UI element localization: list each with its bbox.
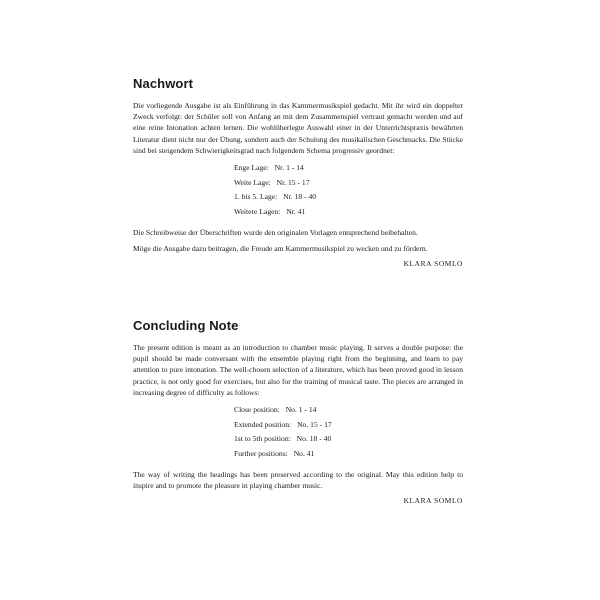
- german-headings-note: Die Schreibweise der Überschriften wurde den originalen Vorlagen entsprechend beibehalten.: [133, 228, 418, 238]
- german-heading: Nachwort: [133, 76, 194, 91]
- german-closing-wish: Möge die Ausgabe dazu beitragen, die Freude am Kammermusikspiel zu wecken und zu fördern.: [133, 244, 428, 254]
- position-label: Close position:: [234, 405, 280, 415]
- english-signature: KLARA SOMLO: [403, 496, 463, 506]
- german-intro-paragraph: Die vorliegende Ausgabe ist als Einführung in das Kammermusikspiel gedacht. Mit ihr wird ein doppelter Zweck verfolgt: der Schüler soll von Anfang an mit dem Zusammenspiel vertraut gemacht werden und auf eine reine Intonation achten lernen. Die wohlüberlegte Auswahl einer in der Unterrichtspraxis bewährten Literatur dient nicht nur der Übung, sondern auch der Schulung des musikalischen Geschmacks. Die Stücke sind bei steigendem Schwierigkeitsgrad nach folgendem Schema progressiv geordnet:: [133, 101, 463, 155]
- position-row: [234, 190, 463, 205]
- position-row: [234, 161, 463, 176]
- english-intro-paragraph: The present edition is meant as an introduction to chamber music playing. It serves a double purpose: the pupil should be made conversant with the ensemble playing right from the beginning, and learn to pay attention to pure intonation. The well-chosen selection of a literature, which has been proved good in lesson practice, is not only good for exercises, but also for the training of musical taste. The pieces are arranged in increasing degree of difficulty as follows:: [133, 343, 463, 397]
- position-label: 1st to 5th position:: [234, 434, 291, 444]
- position-label: Weitere Lagen:: [234, 206, 281, 216]
- position-row: [234, 432, 463, 447]
- position-numbers: No. 1 - 14: [285, 405, 317, 415]
- position-numbers: No. 18 - 40: [296, 434, 332, 444]
- position-row: [234, 176, 463, 191]
- german-position-list: [234, 161, 463, 219]
- position-row: [234, 418, 463, 433]
- position-numbers: Nr. 41: [286, 206, 306, 216]
- position-label: 1. bis 5. Lage:: [234, 192, 278, 202]
- position-row: [234, 205, 463, 220]
- position-numbers: Nr. 1 - 14: [274, 163, 304, 173]
- position-numbers: Nr. 15 - 17: [276, 177, 310, 187]
- english-closing-paragraph: The way of writing the headings has been preserved according to the original. May this edition help to inspire and to promote the pleasure in playing chamber music.: [133, 470, 463, 491]
- position-row: [234, 403, 463, 418]
- position-label: Enge Lage:: [234, 163, 269, 173]
- english-concluding-note-section: [133, 318, 463, 505]
- english-position-list: [234, 403, 463, 461]
- position-label: Weite Lage:: [234, 177, 271, 187]
- german-signature: KLARA SOMLO: [403, 259, 463, 269]
- position-numbers: No. 15 - 17: [297, 419, 332, 429]
- position-numbers: Nr. 18 - 40: [283, 192, 317, 202]
- position-label: Further positions:: [234, 448, 288, 458]
- position-numbers: No. 41: [293, 448, 315, 458]
- position-row: [234, 447, 463, 462]
- position-label: Extended position:: [234, 419, 292, 429]
- english-heading: Concluding Note: [133, 318, 239, 333]
- german-afterword-section: [133, 76, 463, 268]
